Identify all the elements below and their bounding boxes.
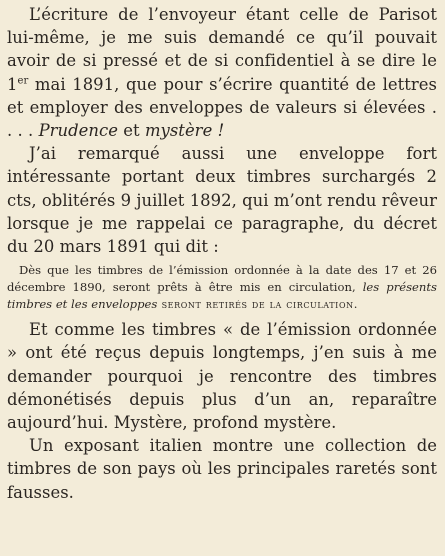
emphasis-prudence: Prudence [38,121,119,141]
emphasis-mystere: mystère ! [144,121,225,141]
decree-quote-emphasis: les présents timbres et les enveloppes [7,280,437,312]
ordinal-superscript: er [17,75,29,87]
paragraph-enveloppe: J’ai remarqué aussi une enveloppe fort intéressante portant deux timbres surchargés 2 cts, oblitérés 9 juillet 1892, qui m’ont rendu rêveur lorsque je me rappelai ce paragraphe, du décret du 20 mars 1891 qui dit : [7,144,437,257]
decree-quote [7,262,437,313]
paragraph-parisot-text-2: mai 1891, que pour s’écrire quantité de lettres et employer des enveloppes de valeurs si élevées . . . . [7,74,437,141]
paragraph-exposant-italien: Un exposant italien montre une collection de timbres de son pays où les principales raretés sont fausses. [7,436,437,502]
paragraph-parisot-text-1: L’écriture de l’envoyeur étant celle de Parisot lui-même, je me suis demandé ce qu’il pouvait avoir de si pressé et de si confidentiel à se dire le 1 [7,5,437,94]
decree-quote-text: Dès que les timbres de l’émission ordonnée à la date des 17 et 26 décembre 1890, seront prêts à être mis en circulation, [7,263,437,295]
paragraph-parisot [7,3,437,142]
decree-quote-smallcaps: seront retirés de la circulation. [157,297,358,312]
paragraph-timbres-demonetises: Et comme les timbres « de l’émission ordonnée » ont été reçus depuis longtemps, j’en suis à me demander pourquoi je rencontre des timbres démonétisés depuis plus d’un an, reparaître aujourd’hui. Mystère, profond mystère. [7,320,437,433]
paragraph-parisot-text-3: et [118,121,145,141]
